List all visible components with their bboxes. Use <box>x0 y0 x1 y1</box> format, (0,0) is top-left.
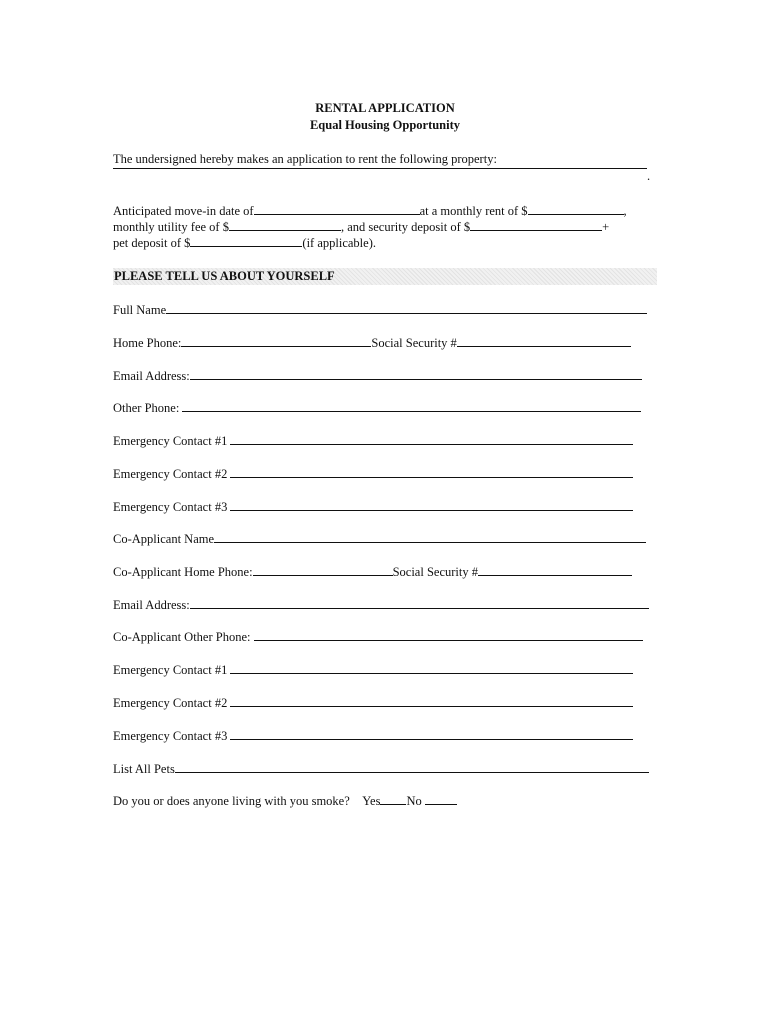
emergency-contact-3-row <box>113 498 633 515</box>
emergency-contact-2-row <box>113 465 633 482</box>
co-emergency-contact-2-row <box>113 694 633 711</box>
pets-field[interactable] <box>175 760 649 773</box>
co-other-phone-label: Co-Applicant Other Phone: <box>113 630 251 644</box>
emergency-contact-3-field[interactable] <box>230 498 633 511</box>
pet-deposit-end: (if applicable). <box>302 236 376 250</box>
co-emergency-contact-3-label: Emergency Contact #3 <box>113 729 228 743</box>
co-emergency-contact-3-field[interactable] <box>230 727 633 740</box>
co-ssn-label: Social Security # <box>392 565 478 579</box>
home-phone-row <box>113 334 631 351</box>
ssn-field[interactable] <box>457 334 631 347</box>
other-phone-row <box>113 399 641 416</box>
emergency-contact-2-label: Emergency Contact #2 <box>113 467 228 481</box>
move-in-rent-line <box>113 202 627 219</box>
ssn-label: Social Security # <box>371 336 457 350</box>
smoke-question: Do you or does anyone living with you smoke? <box>113 794 350 808</box>
smoke-no-field[interactable] <box>425 792 457 805</box>
email-label: Email Address: <box>113 369 190 383</box>
co-emergency-contact-2-label: Emergency Contact #2 <box>113 696 228 710</box>
emergency-contact-1-label: Emergency Contact #1 <box>113 434 228 448</box>
pets-label: List All Pets <box>113 762 175 776</box>
full-name-row <box>113 301 647 318</box>
smoke-row <box>113 792 457 809</box>
co-applicant-name-row <box>113 530 646 547</box>
emergency-contact-2-field[interactable] <box>230 465 633 478</box>
co-home-phone-row <box>113 563 632 580</box>
intro-text: The undersigned hereby makes an application to rent the following property: <box>113 152 497 166</box>
rent-end: , <box>623 204 627 218</box>
utility-security-line <box>113 218 609 235</box>
pets-row <box>113 760 649 777</box>
co-email-field[interactable] <box>190 596 649 609</box>
security-end: + <box>602 220 610 234</box>
emergency-contact-1-field[interactable] <box>230 432 633 445</box>
smoke-no-label: No <box>406 794 422 808</box>
co-other-phone-field[interactable] <box>254 628 643 641</box>
co-applicant-name-label: Co-Applicant Name <box>113 532 215 546</box>
co-emergency-contact-1-field[interactable] <box>230 661 633 674</box>
email-field[interactable] <box>190 367 642 380</box>
co-ssn-field[interactable] <box>478 563 632 576</box>
pet-deposit-label: pet deposit of $ <box>113 236 191 250</box>
utility-label: monthly utility fee of $ <box>113 220 229 234</box>
full-name-field[interactable] <box>166 301 647 314</box>
document-subtitle: Equal Housing Opportunity <box>309 118 461 132</box>
move-in-date-field[interactable] <box>254 202 420 215</box>
co-email-row <box>113 596 649 613</box>
intro-line <box>113 151 497 167</box>
full-name-label: Full Name <box>113 303 167 317</box>
pet-deposit-line <box>113 234 376 251</box>
email-row <box>113 367 642 384</box>
co-home-phone-field[interactable] <box>253 563 393 576</box>
co-emergency-contact-3-row <box>113 727 633 744</box>
document-title: RENTAL APPLICATION <box>315 101 455 115</box>
emergency-contact-1-row <box>113 432 633 449</box>
home-phone-label: Home Phone: <box>113 336 182 350</box>
property-address-field[interactable] <box>113 168 647 169</box>
monthly-rent-field[interactable] <box>528 202 624 215</box>
security-deposit-field[interactable] <box>470 218 602 231</box>
emergency-contact-3-label: Emergency Contact #3 <box>113 500 228 514</box>
other-phone-field[interactable] <box>182 399 641 412</box>
smoke-yes-field[interactable] <box>380 792 406 805</box>
property-end-mark: . <box>647 169 651 183</box>
co-emergency-contact-1-label: Emergency Contact #1 <box>113 663 228 677</box>
other-phone-label: Other Phone: <box>113 401 180 415</box>
pet-deposit-field[interactable] <box>190 234 302 247</box>
co-home-phone-label: Co-Applicant Home Phone: <box>113 565 253 579</box>
home-phone-field[interactable] <box>181 334 371 347</box>
smoke-yes-label: Yes <box>362 794 381 808</box>
section-heading-text: PLEASE TELL US ABOUT YOURSELF <box>114 269 335 283</box>
co-other-phone-row <box>113 628 643 645</box>
move-in-label: Anticipated move-in date of <box>113 204 254 218</box>
security-label: , and security deposit of $ <box>340 220 471 234</box>
co-emergency-contact-2-field[interactable] <box>230 694 633 707</box>
rent-label: at a monthly rent of $ <box>419 204 528 218</box>
co-email-label: Email Address: <box>113 598 190 612</box>
co-emergency-contact-1-row <box>113 661 633 678</box>
section-heading <box>113 268 657 285</box>
utility-fee-field[interactable] <box>229 218 341 231</box>
co-applicant-name-field[interactable] <box>214 530 646 543</box>
